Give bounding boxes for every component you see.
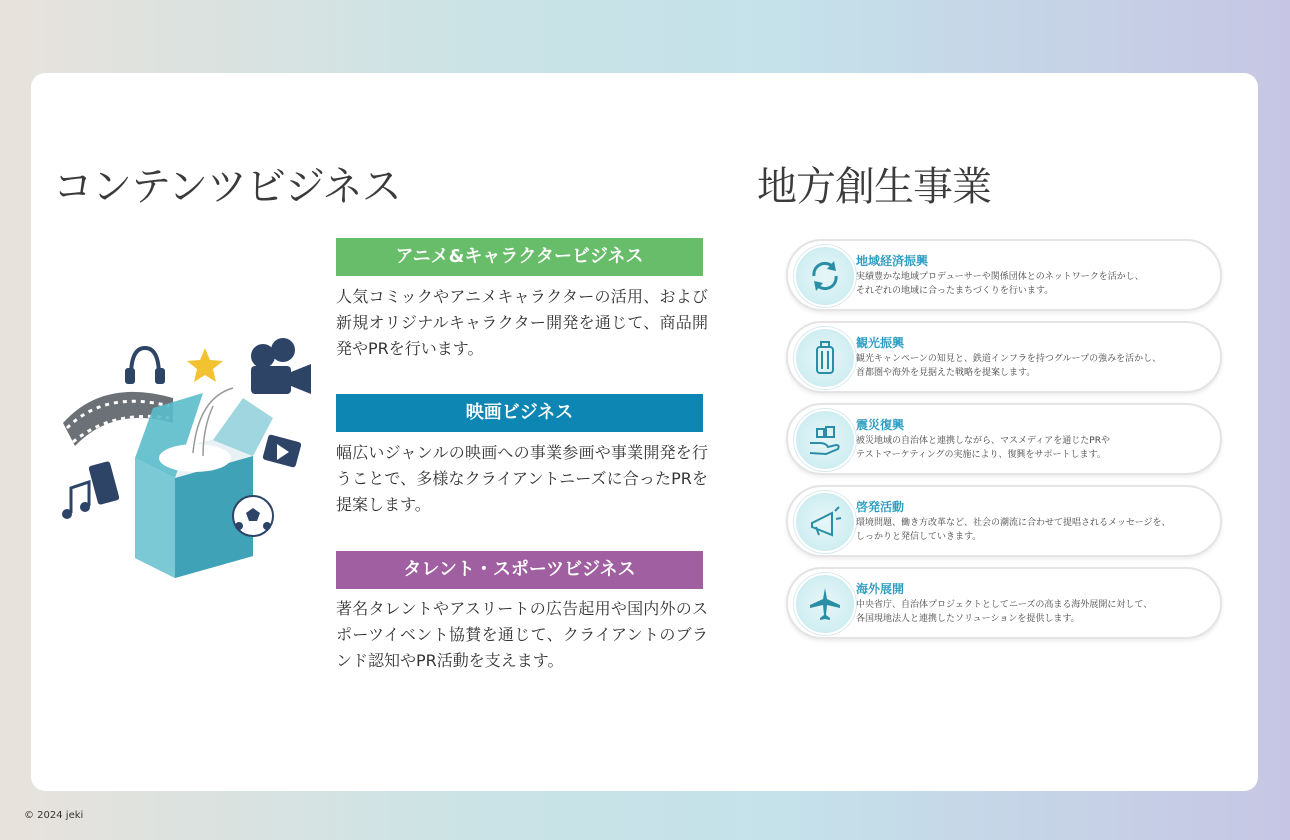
regional-item-reconstruction: [786, 403, 1222, 475]
video-camera-icon: [251, 338, 311, 394]
airplane-icon: [794, 573, 856, 635]
regional-item-desc: 環境問題、働き方改革など、社会の潮流に合わせて提唱されるメッセージを、 しっかりと発信していきます。: [856, 518, 1171, 542]
music-note-icon: [62, 482, 90, 519]
regional-item-desc: 実績豊かな地域プロデューサーや関係団体とのネットワークを活かし、 それぞれの地域に合ったまちづくりを行います。: [856, 272, 1144, 296]
contents-illustration: [53, 328, 315, 583]
regional-item-economy: [786, 239, 1222, 311]
regional-item-desc: 観光キャンペーンの知見と、鉄道インフラを持つグループの強みを活かし、 首都圏や海外を見据えた戦略を提案します。: [856, 354, 1162, 378]
regional-item-awareness: [786, 485, 1222, 557]
play-icon: [262, 434, 302, 468]
anime-character-business-text: 人気コミックやアニメキャラクターの活用、および新規オリジナルキャラクター開発を通じて、商品開発やPRを行います。: [336, 287, 708, 358]
regional-item-desc: 中央省庁、自治体プロジェクトとしてニーズの高まる海外展開に対して、 各国現地法人と連携したソリューションを提供します。: [856, 600, 1153, 624]
regional-item-desc: 被災地域の自治体と連携しながら、マスメディアを通じたPRや テストマーケティングの実施により、復興をサポートします。: [856, 436, 1110, 460]
box-icon: [135, 393, 273, 578]
regional-revitalization-heading: 地方創生事業: [757, 164, 991, 210]
regional-item-title: 地域経済振興: [856, 254, 929, 268]
regional-item-title: 啓発活動: [856, 500, 905, 514]
movie-business-bar: 映画ビジネス: [336, 394, 703, 432]
smartphone-icon: [88, 461, 120, 505]
regional-item-title: 観光振興: [856, 336, 905, 350]
star-icon: [187, 348, 223, 382]
suitcase-icon: [794, 327, 856, 389]
megaphone-icon: [794, 491, 856, 553]
anime-character-business-bar: アニメ&キャラクタービジネス: [336, 238, 703, 276]
cycle-arrows-icon: [794, 245, 856, 307]
talent-sports-business-text: 著名タレントやアスリートの広告起用や国内外のスポーツイベント協賛を通じて、クライアントのブランド認知やPR活動を支えます。: [336, 599, 708, 670]
soccer-ball-icon: [233, 496, 273, 536]
regional-item-title: 海外展開: [856, 582, 905, 596]
contents-business-heading: コンテンツビジネス: [53, 164, 401, 210]
regional-item-overseas: [786, 567, 1222, 639]
talent-sports-business-bar: タレント・スポーツビジネス: [336, 551, 703, 589]
content-card: [31, 73, 1258, 791]
headphones-icon: [125, 348, 165, 384]
movie-business-text: 幅広いジャンルの映画への事業参画や事業開発を行うことで、多様なクライアントニーズに合ったPRを提案します。: [336, 443, 708, 514]
hand-houses-icon: [794, 409, 856, 471]
regional-item-title: 震災復興: [856, 418, 905, 432]
regional-item-tourism: [786, 321, 1222, 393]
copyright-text: © 2024 jeki: [24, 810, 84, 821]
